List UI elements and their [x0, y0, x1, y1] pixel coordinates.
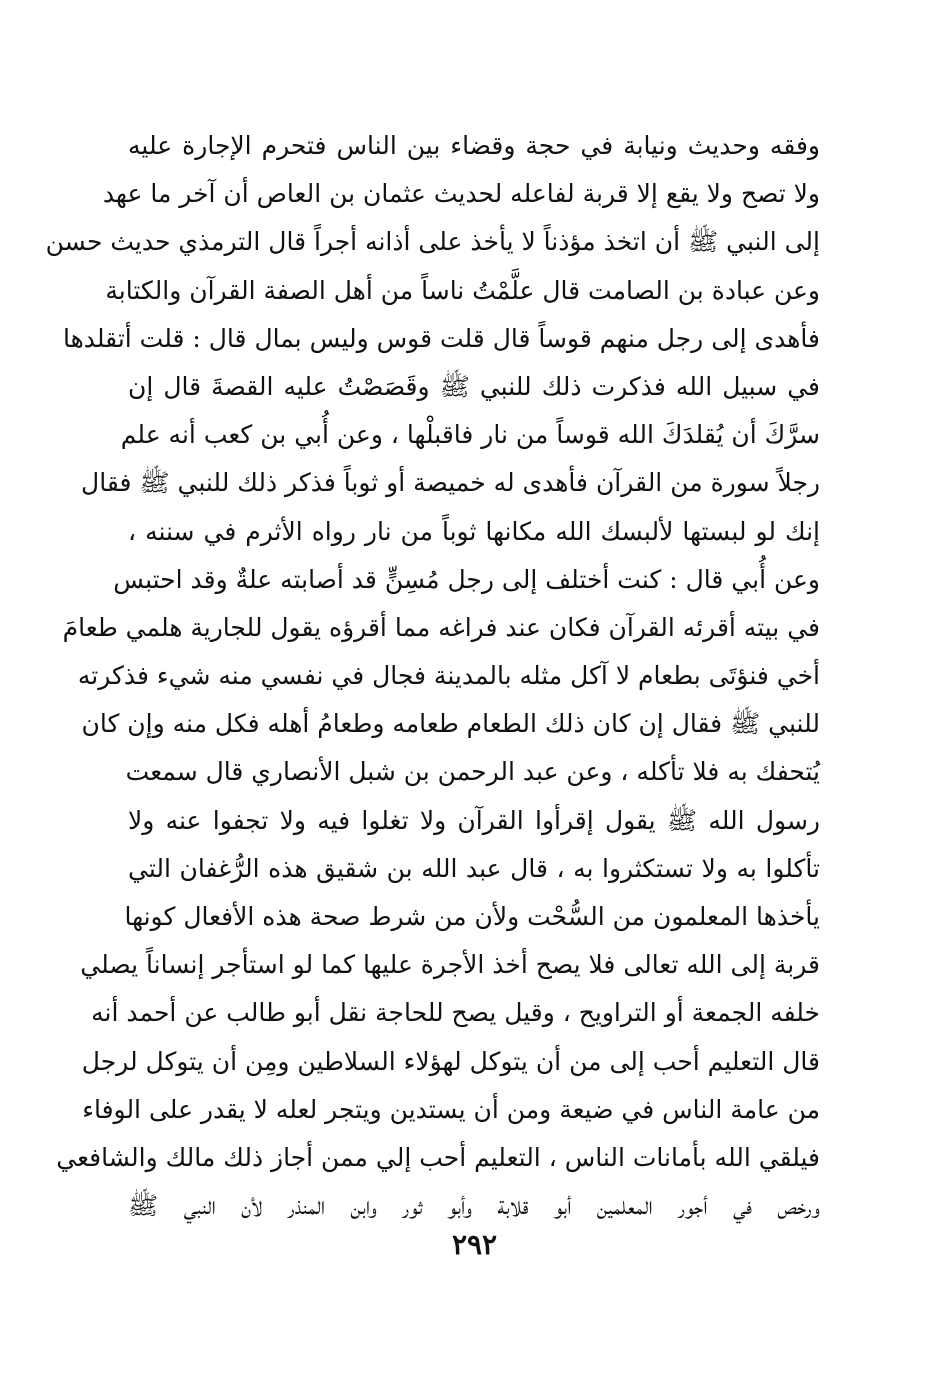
text-line: أخي فنؤتَى بطعام لا آكل مثله بالمدينة فجال في نفسي منه شيء فذكرته — [77, 661, 820, 691]
text-line: إنك لو لبستها لألبسك الله مكانها ثوباً من نار رواه الأثرم في سننه ، — [128, 516, 820, 546]
text-line: قال التعليم أحب إلى من أن يتوكل لهؤلاء السلاطين ومِن أن يتوكل لرجل — [81, 1046, 820, 1076]
text-line: ورخص في أجور المعلمين أبو قلابة وأبو ثور وابن المنذر لأن النبي ﷺ — [128, 1191, 820, 1221]
text-line: سرَّكَ أن يُقلدَكَ الله قوساً من نار فاقبلْها ، وعن أُبي بن كعب أنه علم — [120, 420, 820, 450]
text-line: يأخذها المعلمون من السُّحْت ولأن من شرط صحة هذه الأفعال كونها — [124, 902, 820, 931]
text-line: في سبيل الله فذكرت ذلك للنبي ﷺ وقَصَصْتُ عليه القصةَ قال إن — [128, 371, 820, 401]
text-line: وفقه وحديث ونيابة في حجة وقضاء بين الناس فتحرم الإجارة عليه — [128, 131, 820, 160]
text-line: فأهدى إلى رجل منهم قوساً قال قلت قوس وليس بمال قال : قلت أتقلدها — [62, 323, 820, 353]
text-line: يُتحفك به فلا تأكله ، وعن عبد الرحمن بن شبل الأنصاري قال سمعت — [125, 757, 820, 787]
text-line: تأكلوا به ولا تستكثروا به ، قال عبد الله بن شقيق هذه الرُّغفان التي — [128, 853, 820, 883]
text-line: وعن عبادة بن الصامت قال علَّمْتُ ناساً من أهل الصفة القرآن والكتابة — [105, 275, 820, 305]
text-line: ولا تصح ولا يقع إلا قربة لفاعله لحديث عثمان بن العاص أن آخر ما عهد — [102, 179, 820, 209]
text-line: من عامة الناس في ضيعة ومن أن يستدين ويتجر لعله لا يقدر على الوفاء — [82, 1094, 820, 1124]
text-line: قربة إلى الله تعالى فلا يصح أخذ الأجرة عليها كما لو استأجر إنساناً يصلي — [80, 950, 820, 980]
text-line: للنبي ﷺ فقال إن كان ذلك الطعام طعامه وطعامُ أهله فكل منه وإن كان — [81, 709, 820, 739]
text-line: إلى النبي ﷺ أن اتخذ مؤذناً لا يأخذ على أذانه أجراً قال الترمذي حديث حسن — [45, 227, 820, 257]
page-number: ٢٩٢ — [451, 1228, 498, 1261]
text-line: فيلقي الله بأمانات الناس ، التعليم أحب إلي ممن أجاز ذلك مالك والشافعي — [56, 1142, 820, 1172]
body-text — [45, 122, 820, 1230]
text-line: وعن أُبي قال : كنت أختلف إلى رجل مُسِنٍّ قد أصابته علةٌ وقد احتبس — [113, 564, 820, 594]
text-line: في بيته أقرئه القرآن فكان عند فراغه مما أقرؤه يقول للجارية هلمي طعامَ — [62, 612, 820, 642]
text-line: خلفه الجمعة أو التراويح ، وقيل يصح للحاجة نقل أبو طالب عن أحمد أنه — [91, 998, 820, 1028]
text-line: رسول الله ﷺ يقول إقرأوا القرآن ولا تغلوا فيه ولا تجفوا عنه ولا — [128, 805, 820, 835]
text-line: رجلاً سورة من القرآن فأهدى له خميصة أو ثوباً فذكر ذلك للنبي ﷺ فقال — [81, 468, 820, 498]
